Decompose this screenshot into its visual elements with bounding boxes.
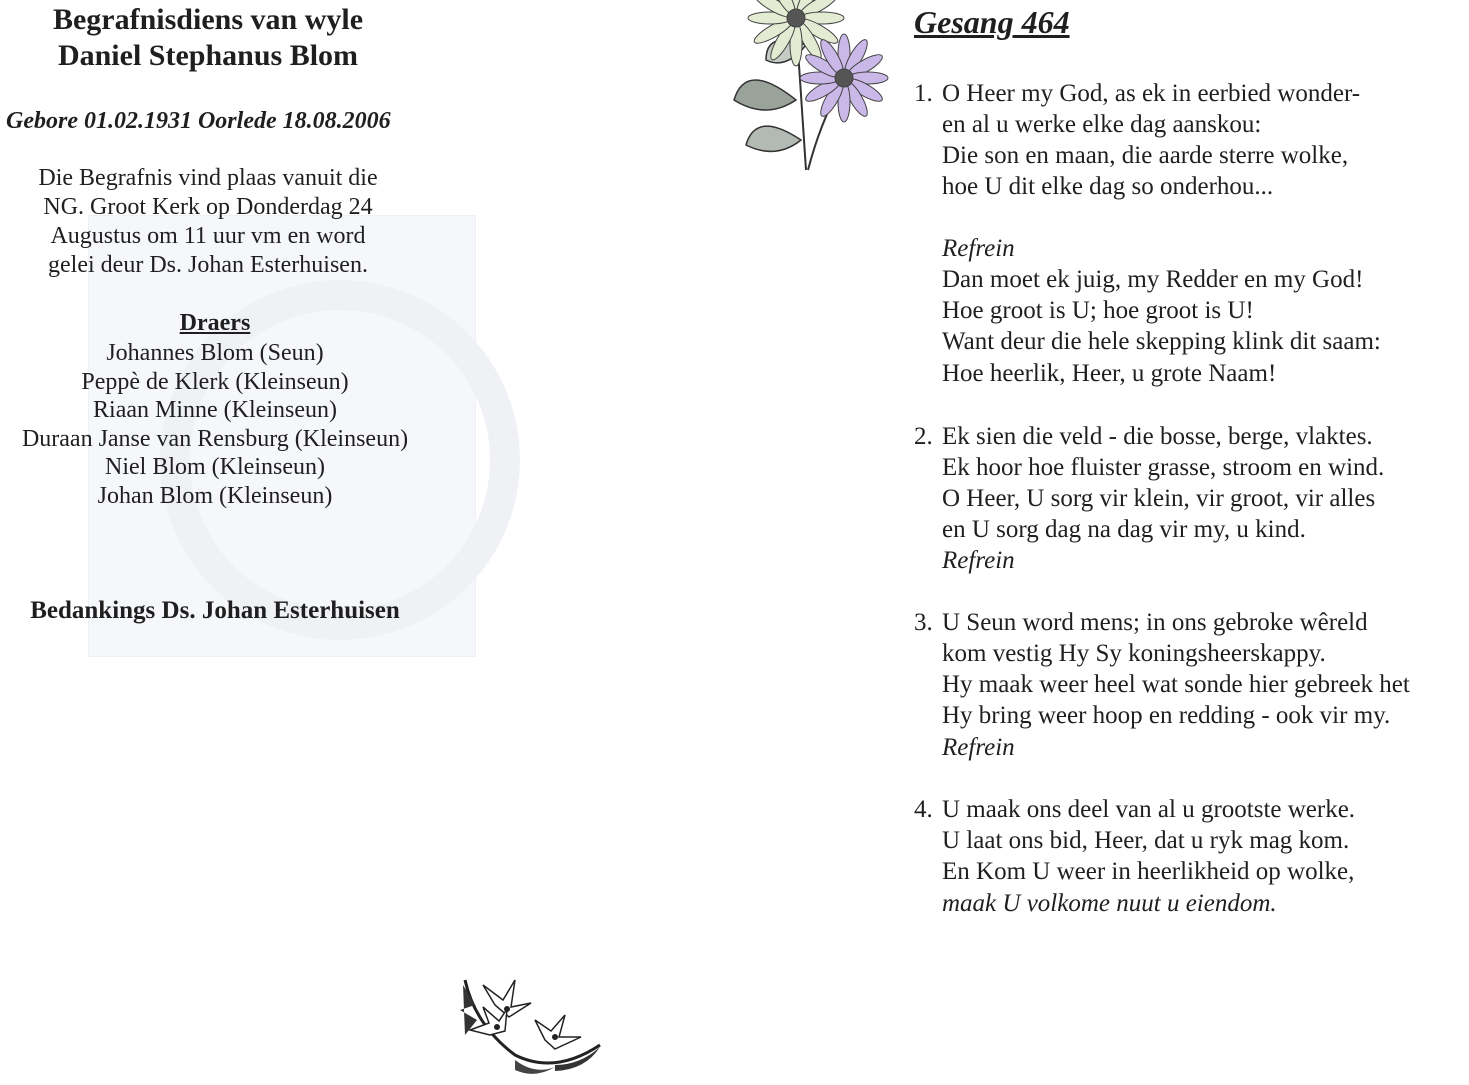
verse-number: 4. <box>914 796 933 823</box>
title-line-2: Daniel Stephanus Blom <box>57 39 359 72</box>
refrain-label: Refrein <box>942 734 1015 761</box>
bearers-list <box>0 339 430 510</box>
refrain-label: Refrein <box>942 235 1015 262</box>
daisy-flowers-icon <box>726 0 892 178</box>
verse-number: 2. <box>914 423 933 450</box>
verse-number: 1. <box>914 80 933 107</box>
refrain-line: Dan moet ek juig, my Redder en my God! <box>942 266 1364 293</box>
verse-line: Die son en maan, die aarde sterre wolke, <box>942 142 1349 169</box>
funeral-line: NG. Groot Kerk op Donderdag 24 <box>43 194 373 220</box>
bearer-item: Johannes Blom (Seun) <box>106 340 324 366</box>
bearer-item: Riaan Minne (Kleinseun) <box>93 397 337 423</box>
verse-line: kom vestig Hy Sy koningsheerskappy. <box>942 640 1326 667</box>
funeral-line: Die Begrafnis vind plaas vanuit die <box>38 165 378 191</box>
verse-line: U maak ons deel van al u grootste werke. <box>942 796 1356 823</box>
verse-line: U laat ons bid, Heer, dat u ryk mag kom. <box>942 827 1350 854</box>
verse-line: U Seun word mens; in ons gebroke wêreld <box>942 609 1368 636</box>
hymn-title: Gesang 464 <box>914 4 1070 40</box>
verse-line: en U sorg dag na dag vir my, u kind. <box>942 516 1306 543</box>
birth-death-dates: Gebore 01.02.1931 Oorlede 18.08.2006 <box>6 108 391 134</box>
verse-line: Ek hoor hoe fluister grasse, stroom en wind. <box>942 454 1385 481</box>
funeral-line: gelei deur Ds. Johan Esterhuisen. <box>48 252 368 278</box>
verse-line: O Heer, U sorg vir klein, vir groot, vir alles <box>942 485 1376 512</box>
bearer-item: Johan Blom (Kleinseun) <box>97 482 333 509</box>
verse-line: Hy maak weer heel wat sonde hier gebreek het <box>942 671 1410 698</box>
bearer-item: Peppè de Klerk (Kleinseun) <box>81 368 349 395</box>
verse-line: Hy bring weer hoop en redding - ook vir my. <box>942 702 1391 729</box>
bearer-item: Duraan Janse van Rensburg (Kleinseun) <box>21 425 409 452</box>
verse-line: maak U volkome nuut u eiendom. <box>942 890 1277 917</box>
refrain-line: Hoe heerlik, Heer, u grote Naam! <box>942 360 1277 387</box>
verse-line: O Heer my God, as ek in eerbied wonder- <box>942 80 1361 107</box>
bearer-item: Niel Blom (Kleinseun) <box>105 454 325 480</box>
verse-number: 3. <box>914 609 933 636</box>
refrain-line: Hoe groot is U; hoe groot is U! <box>942 297 1254 324</box>
verse-line: En Kom U weer in heerlikheid op wolke, <box>942 858 1355 885</box>
verse-line: Ek sien die veld - die bosse, berge, vlaktes. <box>942 423 1373 450</box>
verse-line: en al u werke elke dag aanskou: <box>942 111 1262 138</box>
funeral-line: Augustus om 11 uur vm en word <box>50 223 366 249</box>
verse-line: hoe U dit elke dag so onderhou... <box>942 173 1274 200</box>
title-line-1: Begrafnisdiens van wyle <box>52 3 364 36</box>
bearers-heading: Draers <box>179 310 251 336</box>
thanks-line: Bedankings Ds. Johan Esterhuisen <box>30 597 400 624</box>
refrain-line: Want deur die hele skepping klink dit saam: <box>942 328 1381 355</box>
lily-flowers-icon <box>455 975 605 1080</box>
refrain-label: Refrein <box>942 547 1015 574</box>
